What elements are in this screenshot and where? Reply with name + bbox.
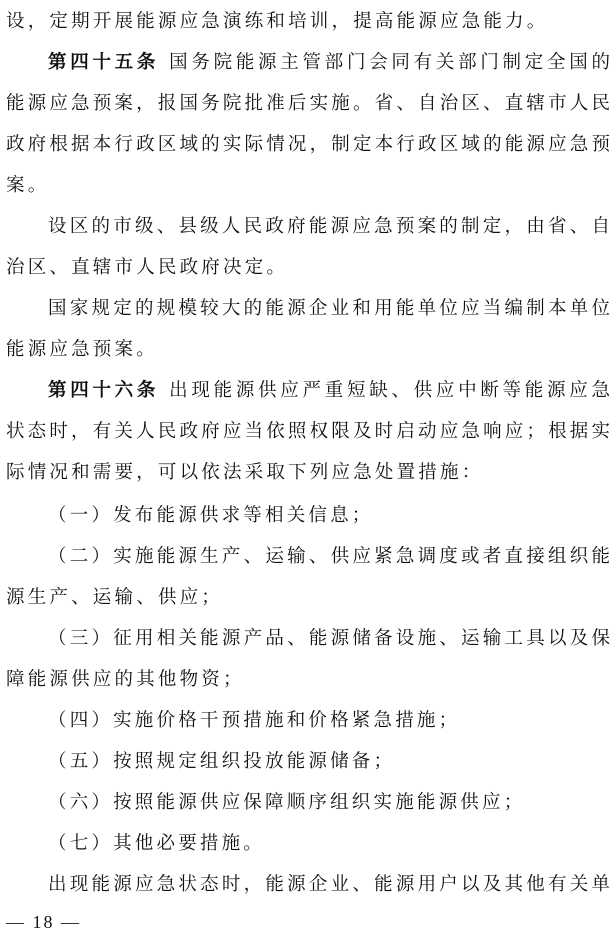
list-item: （五）按照规定组织投放能源储备； [48,751,396,772]
text-line: 设，定期开展能源应急演练和培训，提高能源应急能力。 [6,11,549,32]
text-line: 出现能源供应严重短缺、供应中断等能源应急 [169,380,610,401]
text-line: 能源应急预案，报国务院批准后实施。省、自治区、直辖市人民 [6,93,610,114]
article-45-heading: 第四十五条 [48,52,160,73]
list-item: （七）其他必要措施。 [48,833,266,854]
text-line: 源生产、运输、供应； [6,587,224,608]
text-line: 出现能源应急状态时，能源企业、能源用户以及其他有关单 [48,874,610,895]
list-item: （一）发布能源供求等相关信息； [48,505,374,526]
text-line: 际情况和需要，可以依法采取下列应急处置措施： [6,462,484,483]
article-45-line [48,48,610,78]
article-46-heading: 第四十六条 [48,380,160,401]
text-line: 治区、直辖市人民政府决定。 [6,257,289,278]
text-line: 状态时，有关人民政府应当依照权限及时启动应急响应；根据实 [6,421,610,442]
list-item: （二）实施能源生产、运输、供应紧急调度或者直接组织能 [48,546,610,567]
text-line: 设区的市级、县级人民政府能源应急预案的制定，由省、自 [48,216,610,237]
article-46-line [48,376,610,406]
text-line: 能源应急预案。 [6,339,158,360]
list-item: （四）实施价格干预措施和价格紧急措施； [48,710,461,731]
list-item: （六）按照能源供应保障顺序组织实施能源供应； [48,792,526,813]
list-item: （三）征用相关能源产品、能源储备设施、运输工具以及保 [48,628,610,649]
text-line: 国务院能源主管部门会同有关部门制定全国的 [169,52,610,73]
text-line: 案。 [6,175,50,196]
page-number: — 18 — [6,912,81,932]
text-line: 国家规定的规模较大的能源企业和用能单位应当编制本单位 [48,298,610,319]
text-line: 政府根据本行政区域的实际情况，制定本行政区域的能源应急预 [6,134,610,155]
text-line: 障能源供应的其他物资； [6,669,245,690]
